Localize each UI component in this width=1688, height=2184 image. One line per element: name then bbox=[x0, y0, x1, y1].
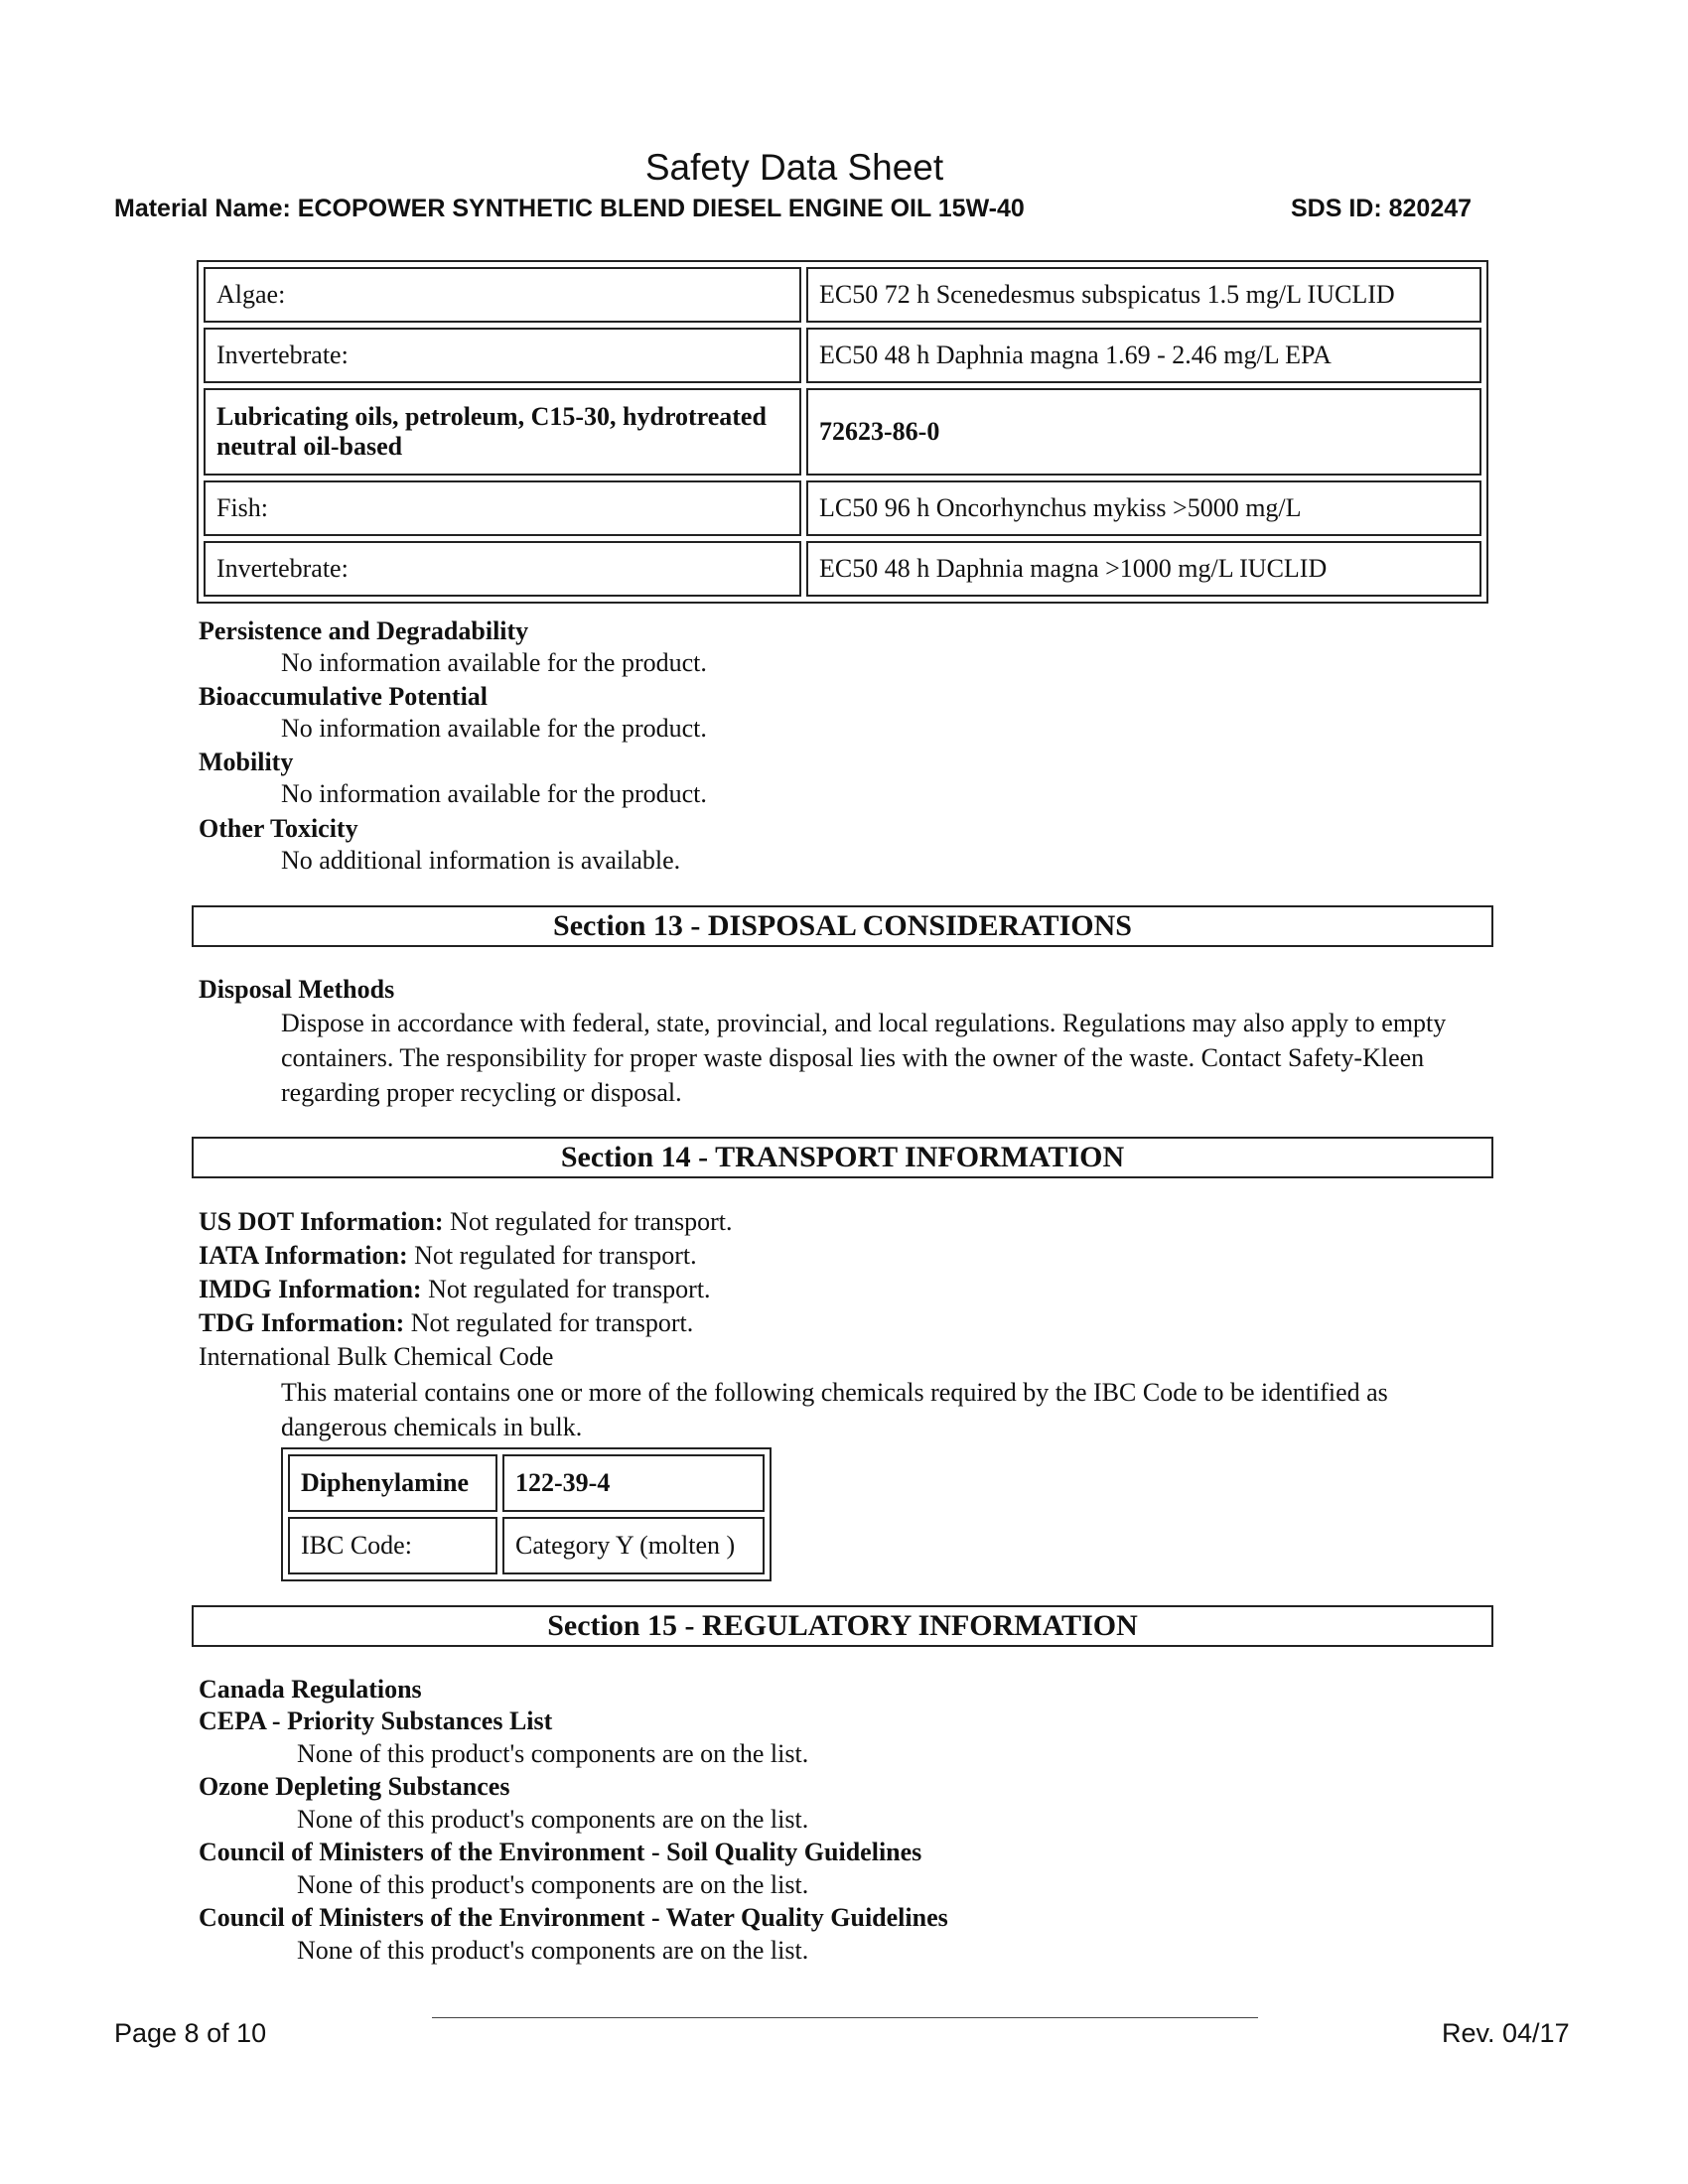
iata-line bbox=[199, 1241, 697, 1271]
table-cell-label: Fish: bbox=[204, 480, 801, 536]
table-row bbox=[204, 480, 1481, 536]
table-cell-label: Invertebrate: bbox=[204, 328, 801, 383]
footer-divider bbox=[432, 2017, 1258, 2018]
table-row bbox=[204, 267, 1481, 323]
bioaccumulative-text: No information available for the product. bbox=[281, 714, 707, 743]
other-toxicity-heading: Other Toxicity bbox=[199, 814, 358, 843]
ecotoxicity-table bbox=[197, 260, 1488, 604]
tdg-line bbox=[199, 1308, 693, 1338]
table-cell-value: EC50 48 h Daphnia magna >1000 mg/L IUCLID bbox=[806, 541, 1481, 597]
section-13-header: Section 13 - DISPOSAL CONSIDERATIONS bbox=[192, 905, 1493, 947]
disposal-methods-text: Dispose in accordance with federal, state, provincial, and local regulations. Regulations may also apply to empty containers. The responsibility for proper waste disposal lies with the owner of the waste. Contact Safety-Kleen regarding proper recycling or disposal. bbox=[281, 1009, 1447, 1107]
mobility-heading: Mobility bbox=[199, 748, 294, 776]
persistence-heading: Persistence and Degradability bbox=[199, 616, 529, 645]
mobility-text: No information available for the product. bbox=[281, 779, 707, 808]
table-row-component bbox=[204, 388, 1481, 476]
soil-quality-text: None of this product's components are on the list. bbox=[297, 1870, 809, 1899]
imdg-line bbox=[199, 1275, 711, 1304]
ibc-code-label: IBC Code: bbox=[288, 1517, 497, 1574]
canada-regulations-heading: Canada Regulations bbox=[199, 1675, 422, 1704]
ibc-chemical-name: Diphenylamine bbox=[288, 1454, 497, 1512]
component-name: Lubricating oils, petroleum, C15-30, hydrotreated neutral oil-based bbox=[204, 388, 801, 476]
persistence-text: No information available for the product. bbox=[281, 648, 707, 677]
document-title: Safety Data Sheet bbox=[644, 147, 944, 188]
ibc-code-value: Category Y (molten ) bbox=[502, 1517, 765, 1574]
table-cell-value: LC50 96 h Oncorhynchus mykiss >5000 mg/L bbox=[806, 480, 1481, 536]
iata-value: Not regulated for transport. bbox=[407, 1241, 697, 1270]
disposal-methods-heading: Disposal Methods bbox=[199, 975, 395, 1004]
us-dot-line bbox=[199, 1207, 733, 1237]
table-row bbox=[204, 541, 1481, 597]
cepa-heading: CEPA - Priority Substances List bbox=[199, 1706, 553, 1735]
table-row bbox=[288, 1454, 765, 1512]
component-cas: 72623-86-0 bbox=[806, 388, 1481, 476]
cepa-text: None of this product's components are on the list. bbox=[297, 1739, 809, 1768]
water-quality-text: None of this product's components are on the list. bbox=[297, 1936, 809, 1965]
sds-id: SDS ID: 820247 bbox=[1291, 195, 1473, 222]
page-number: Page 8 of 10 bbox=[114, 2018, 267, 2048]
tdg-label: TDG Information: bbox=[199, 1308, 405, 1337]
iata-label: IATA Information: bbox=[199, 1241, 408, 1270]
section-14-header: Section 14 - TRANSPORT INFORMATION bbox=[192, 1137, 1493, 1178]
ibc-heading: International Bulk Chemical Code bbox=[199, 1342, 554, 1371]
ozone-text: None of this product's components are on the list. bbox=[297, 1805, 809, 1834]
imdg-label: IMDG Information: bbox=[199, 1275, 422, 1303]
table-row bbox=[204, 328, 1481, 383]
soil-quality-heading: Council of Ministers of the Environment - Soil Quality Guidelines bbox=[199, 1838, 922, 1866]
water-quality-heading: Council of Ministers of the Environment - Water Quality Guidelines bbox=[199, 1903, 948, 1932]
revision: Rev. 04/17 bbox=[1442, 2018, 1570, 2048]
ibc-text: This material contains one or more of the following chemicals required by the IBC Code to be identified as dangerous chemicals in bulk. bbox=[281, 1378, 1388, 1441]
table-cell-value: EC50 72 h Scenedesmus subspicatus 1.5 mg/L IUCLID bbox=[806, 267, 1481, 323]
imdg-value: Not regulated for transport. bbox=[421, 1275, 711, 1303]
tdg-value: Not regulated for transport. bbox=[404, 1308, 694, 1337]
ibc-table bbox=[281, 1447, 772, 1581]
table-cell-label: Algae: bbox=[204, 267, 801, 323]
other-toxicity-text: No additional information is available. bbox=[281, 846, 681, 875]
ibc-chemical-cas: 122-39-4 bbox=[502, 1454, 765, 1512]
bioaccumulative-heading: Bioaccumulative Potential bbox=[199, 682, 489, 711]
table-cell-value: EC50 48 h Daphnia magna 1.69 - 2.46 mg/L EPA bbox=[806, 328, 1481, 383]
material-name: Material Name: ECOPOWER SYNTHETIC BLEND DIESEL ENGINE OIL 15W-40 bbox=[114, 195, 1025, 222]
ozone-heading: Ozone Depleting Substances bbox=[199, 1772, 510, 1801]
us-dot-label: US DOT Information: bbox=[199, 1207, 444, 1236]
table-cell-label: Invertebrate: bbox=[204, 541, 801, 597]
us-dot-value: Not regulated for transport. bbox=[443, 1207, 733, 1236]
table-row bbox=[288, 1517, 765, 1574]
section-15-header: Section 15 - REGULATORY INFORMATION bbox=[192, 1605, 1493, 1647]
